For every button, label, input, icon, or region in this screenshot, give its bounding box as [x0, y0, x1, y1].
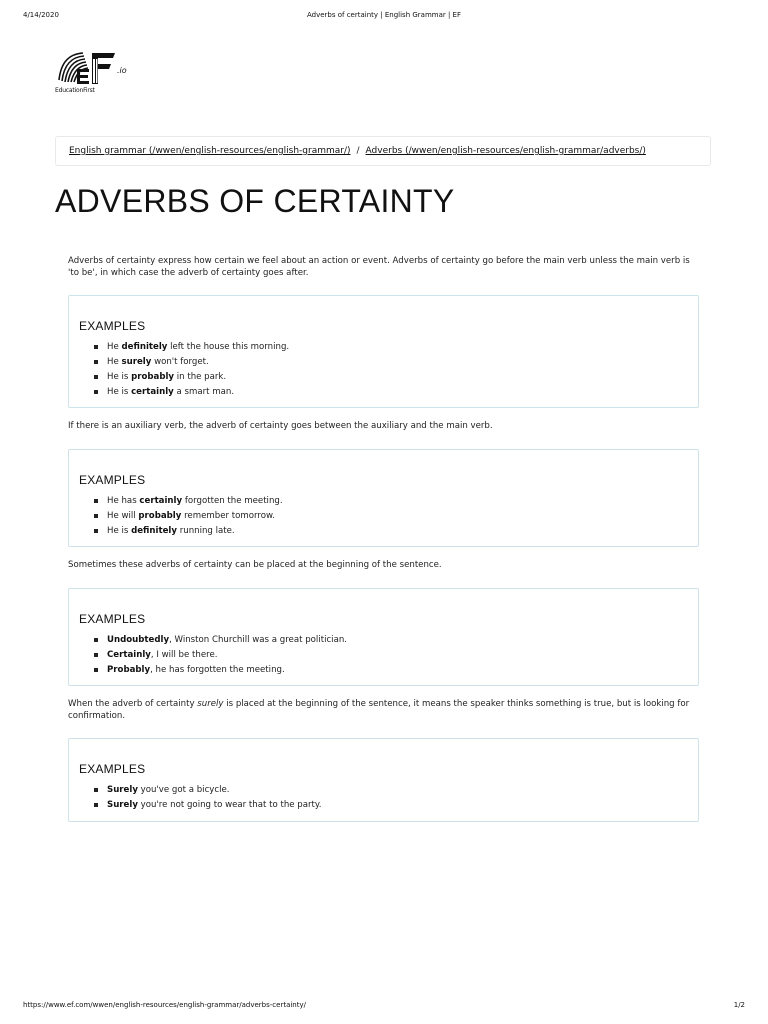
- logo-suffix: .io: [117, 66, 127, 75]
- examples-box-4: [68, 738, 699, 822]
- examples-heading: EXAMPLES: [79, 762, 146, 776]
- examples-box-1: [68, 295, 699, 408]
- surely-paragraph: When the adverb of certainty surely is placed at the beginning of the sentence, it means the speaker thinks something is true, but is looking for confirmation.: [68, 699, 690, 721]
- list-item: Certainly, I will be there.: [107, 648, 347, 663]
- breadcrumb-english-grammar-link[interactable]: English grammar (/wwen/english-resources/english-grammar/): [69, 146, 351, 156]
- breadcrumb-separator: /: [356, 146, 360, 156]
- examples-box-3: [68, 588, 699, 686]
- print-header: [23, 11, 745, 23]
- examples-list-4: [107, 783, 322, 813]
- examples-heading: EXAMPLES: [79, 319, 146, 333]
- page-title: ADVERBS OF CERTAINTY: [55, 183, 455, 219]
- breadcrumb: [55, 136, 711, 166]
- examples-list-2: [107, 494, 283, 539]
- examples-heading: EXAMPLES: [79, 612, 146, 626]
- auxiliary-paragraph: If there is an auxiliary verb, the adverb of certainty goes between the auxiliary and the main verb.: [68, 421, 493, 431]
- intro-paragraph: Adverbs of certainty express how certain we feel about an action or event. Adverbs of certainty go before the main verb unless the main verb is 'to be', in which case the adverb of certainty goes after.: [68, 256, 690, 278]
- print-footer: [23, 1001, 745, 1013]
- list-item: He has certainly forgotten the meeting.: [107, 494, 283, 509]
- examples-heading: EXAMPLES: [79, 473, 146, 487]
- list-item: Surely you've got a bicycle.: [107, 783, 322, 798]
- list-item: Probably, he has forgotten the meeting.: [107, 663, 347, 678]
- examples-list-3: [107, 633, 347, 678]
- examples-list-1: [107, 340, 289, 400]
- ef-logo[interactable]: [55, 50, 135, 96]
- list-item: He will probably remember tomorrow.: [107, 509, 283, 524]
- logo-tagline: EducationFirst: [55, 87, 95, 94]
- breadcrumb-adverbs-link[interactable]: Adverbs (/wwen/english-resources/english-grammar/adverbs/): [365, 146, 646, 156]
- list-item: He is probably in the park.: [107, 370, 289, 385]
- beginning-paragraph: Sometimes these adverbs of certainty can be placed at the beginning of the sentence.: [68, 560, 442, 570]
- list-item: Surely you're not going to wear that to the party.: [107, 798, 322, 813]
- examples-box-2: [68, 449, 699, 547]
- print-url: https://www.ef.com/wwen/english-resources/english-grammar/adverbs-certainty/: [23, 1001, 306, 1009]
- list-item: Undoubtedly, Winston Churchill was a great politician.: [107, 633, 347, 648]
- list-item: He definitely left the house this morning.: [107, 340, 289, 355]
- list-item: He surely won't forget.: [107, 355, 289, 370]
- print-title: Adverbs of certainty | English Grammar | EF: [306, 11, 462, 19]
- list-item: He is definitely running late.: [107, 524, 283, 539]
- page-number: 1/2: [733, 1001, 745, 1009]
- ef-logo-mark-icon: [55, 50, 117, 86]
- list-item: He is certainly a smart man.: [107, 385, 289, 400]
- print-date: 4/14/2020: [23, 11, 59, 19]
